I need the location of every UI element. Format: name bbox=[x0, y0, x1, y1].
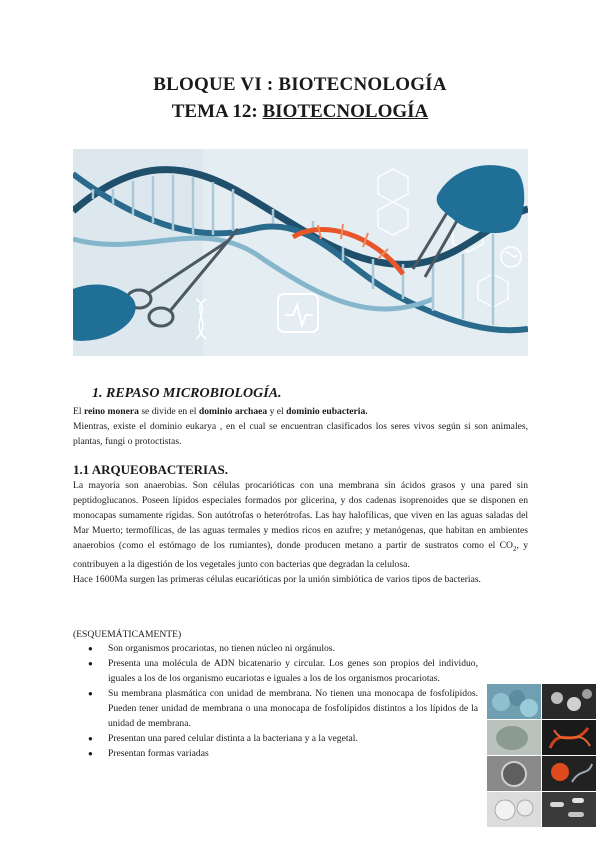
list-item: ● Presentan una pared celular distinta a la bacteriana y a la vegetal. bbox=[88, 731, 478, 746]
schematic-bullet-list bbox=[88, 641, 478, 761]
term-reino-monera: reino monera bbox=[83, 406, 139, 417]
micrograph-art bbox=[542, 792, 596, 827]
micrograph-spheres bbox=[542, 684, 596, 719]
text-segment: y el bbox=[267, 406, 287, 417]
term-dominio-eubacteria: dominio eubacteria. bbox=[286, 406, 368, 417]
micrograph-art bbox=[487, 720, 541, 755]
micrograph-pale-cells bbox=[487, 792, 541, 827]
term-dominio-archaea: dominio archaea bbox=[198, 406, 268, 417]
paragraph-text: La mayoría son anaerobias. Son células procarióticas con una membrana sin ácidos grasos y una pared sin peptidoglucanos. Poseen lípidos especiales formados por glicerina, y dos cadenas isoprenoides que se disponen en monocapas sumamente rígidas. Son autótrofas o heterótrofas. Las hay halofílicas, que viven en las aguas saladas del Mar Muerto; termofílicas, de las aguas termales y medios ricos en azufre; y metanógenas, que habitan en ambientes anaerobios (como el estómago de los rumiantes), donde producen metano a partir de sustratos como el CO bbox=[73, 480, 528, 551]
archaea-micrograph-mosaic bbox=[487, 684, 596, 827]
micrograph-art bbox=[487, 756, 541, 791]
micrograph-red-filaments bbox=[542, 720, 596, 755]
arqueobacterias-paragraph bbox=[73, 478, 528, 587]
intro-line-reino-monera bbox=[73, 404, 528, 419]
section-heading-arqueobacterias: 1.1 ARQUEOBACTERIAS. bbox=[73, 462, 228, 477]
micrograph-rods bbox=[542, 792, 596, 827]
text-segment: El bbox=[73, 406, 84, 417]
biotech-banner-image bbox=[73, 149, 528, 356]
list-item: ● Son organismos procariotas, no tienen núcleo ni orgánulos. bbox=[88, 641, 468, 656]
eukaryote-origin-text: Hace 1600Ma surgen las primeras células eucarióticas por la unión simbiótica de varios tipos de bacterias. bbox=[73, 573, 481, 585]
section-heading-repaso: 1. REPASO MICROBIOLOGÍA. bbox=[92, 386, 282, 401]
text-segment: se divide en el bbox=[138, 406, 199, 417]
list-item: ● Presentan formas variadas bbox=[88, 746, 478, 761]
topic-title bbox=[0, 101, 600, 123]
micrograph-art bbox=[487, 792, 541, 827]
micrograph-art bbox=[542, 756, 596, 791]
list-item: ● Presenta una molécula de ADN bicatenario y circular. Los genes son propios del individuo, iguales a los de los organismo eucariotas e iguales a los de los organismos procariotas. bbox=[88, 656, 478, 686]
intro-paragraph-eukarya: Mientras, existe el dominio eukarya , en el cual se encuentran clasificados los seres vivos según si son animales, plantas, fungi o protoctistas. bbox=[73, 421, 528, 447]
micrograph-blob bbox=[487, 720, 541, 755]
schematic-label: (ESQUEMÁTICAMENTE) bbox=[73, 629, 182, 640]
banner-illustration bbox=[73, 149, 528, 356]
list-item: ● Su membrana plasmática con unidad de membrana. No tienen una monocapa de fosfolípidos. Pueden tener unidad de membrana o una monocapa de fosfolípidos distintos a los lípidos de la unidad de membrana. bbox=[88, 686, 478, 731]
micrograph-red-cocci bbox=[542, 756, 596, 791]
micrograph-art bbox=[542, 684, 596, 719]
micrograph-art bbox=[487, 684, 541, 719]
micrograph-art bbox=[542, 720, 596, 755]
micrograph-grey-cell bbox=[487, 756, 541, 791]
paragraph-text-continued: , y contribuyen a la digestión de los vegetales junto con bacterias que degradan la celulosa. bbox=[73, 540, 529, 570]
topic-name: BIOTECNOLOGÍA bbox=[262, 101, 429, 122]
topic-prefix: TEMA 12: bbox=[171, 101, 263, 122]
block-title: BLOQUE VI : BIOTECNOLOGÍA bbox=[153, 74, 447, 95]
subscript-2: 2 bbox=[512, 544, 517, 553]
micrograph-cocci-cluster bbox=[487, 684, 541, 719]
